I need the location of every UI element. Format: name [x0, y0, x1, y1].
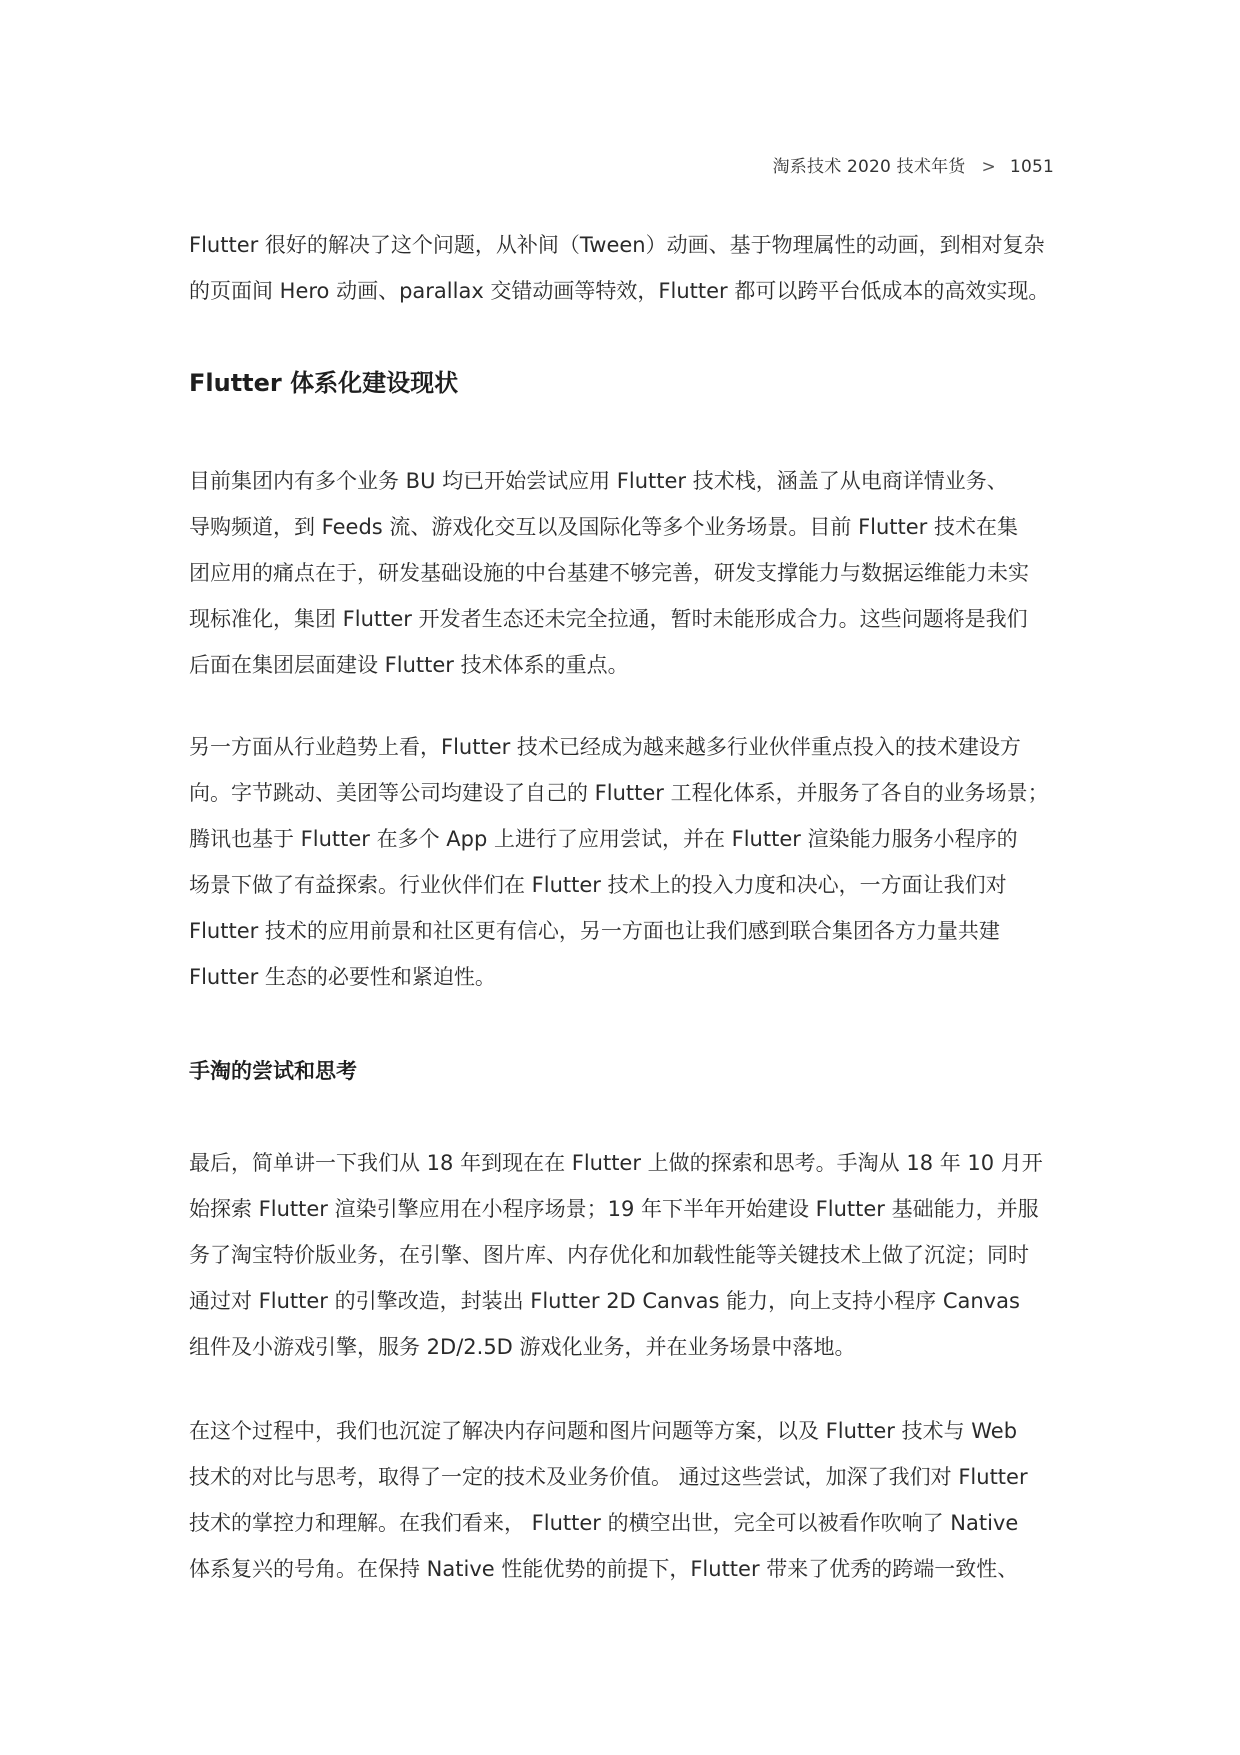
- paragraph-line: 体系复兴的号角。在保持 Native 性能优势的前提下，Flutter 带来了优秀的跨端一致性、: [189, 1557, 1019, 1581]
- paragraph-line: 技术的掌控力和理解。在我们看来， Flutter 的横空出世，完全可以被看作吹响了 Native: [189, 1511, 1019, 1535]
- paragraph-line: 通过对 Flutter 的引擎改造，封装出 Flutter 2D Canvas 能力，向上支持小程序 Canvas: [189, 1289, 1020, 1313]
- paragraph-line: 始探索 Flutter 渲染引擎应用在小程序场景；19 年下半年开始建设 Flutter 基础能力，并服: [189, 1197, 1039, 1221]
- paragraph-industry: [189, 724, 1049, 1000]
- paragraph-line: 后面在集团层面建设 Flutter 技术体系的重点。: [189, 653, 629, 677]
- paragraph-line: 目前集团内有多个业务 BU 均已开始尝试应用 Flutter 技术栈，涵盖了从电商详情业务、: [189, 469, 1008, 493]
- paragraph-line: 务了淘宝特价版业务，在引擎、图片库、内存优化和加载性能等关键技术上做了沉淀；同时: [189, 1243, 1029, 1267]
- paragraph-line: Flutter 很好的解决了这个问题，从补间（Tween）动画、基于物理属性的动画，到相对复杂: [189, 233, 1045, 257]
- section-heading-system: Flutter 体系化建设现状: [189, 369, 459, 397]
- paragraph-taobao: [189, 1140, 1043, 1370]
- paragraph-line: Flutter 技术的应用前景和社区更有信心，另一方面也让我们感到联合集团各方力量共建: [189, 919, 1000, 943]
- paragraph-line: 最后，简单讲一下我们从 18 年到现在在 Flutter 上做的探索和思考。手淘从 18 年 10 月开: [189, 1151, 1043, 1175]
- paragraph-intro: [189, 222, 1049, 314]
- section-heading-taobao: 手淘的尝试和思考: [189, 1059, 357, 1083]
- paragraph-process: [189, 1408, 1028, 1592]
- paragraph-line: 另一方面从行业趋势上看，Flutter 技术已经成为越来越多行业伙伴重点投入的技术建设方: [189, 735, 1021, 759]
- paragraph-line: 现标准化，集团 Flutter 开发者生态还未完全拉通，暂时未能形成合力。这些问题将是我们: [189, 607, 1028, 631]
- paragraph-line: 导购频道，到 Feeds 流、游戏化交互以及国际化等多个业务场景。目前 Flutter 技术在集: [189, 515, 1018, 539]
- paragraph-line: 技术的对比与思考，取得了一定的技术及业务价值。 通过这些尝试，加深了我们对 Flutter: [189, 1465, 1028, 1489]
- paragraph-line: 场景下做了有益探索。行业伙伴们在 Flutter 技术上的投入力度和决心，一方面让我们对: [189, 873, 1007, 897]
- paragraph-status: [189, 458, 1029, 688]
- header-separator: >: [981, 157, 996, 177]
- book-title: 淘系技术 2020 技术年货: [772, 157, 966, 177]
- paragraph-line: Flutter 生态的必要性和紧迫性。: [189, 965, 496, 989]
- paragraph-line: 组件及小游戏引擎，服务 2D/2.5D 游戏化业务，并在业务场景中落地。: [189, 1335, 856, 1359]
- paragraph-line: 团应用的痛点在于，研发基础设施的中台基建不够完善，研发支撑能力与数据运维能力未实: [189, 561, 1029, 585]
- page-number: 1051: [1009, 157, 1054, 177]
- paragraph-line: 的页面间 Hero 动画、parallax 交错动画等特效，Flutter 都可以跨平台低成本的高效实现。: [189, 279, 1050, 303]
- paragraph-line: 在这个过程中，我们也沉淀了解决内存问题和图片问题等方案，以及 Flutter 技术与 Web: [189, 1419, 1018, 1443]
- paragraph-line: 腾讯也基于 Flutter 在多个 App 上进行了应用尝试，并在 Flutter 渲染能力服务小程序的: [189, 827, 1018, 851]
- page-header: [773, 152, 1054, 177]
- paragraph-line: 向。字节跳动、美团等公司均建设了自己的 Flutter 工程化体系，并服务了各自的业务场景；: [189, 781, 1049, 805]
